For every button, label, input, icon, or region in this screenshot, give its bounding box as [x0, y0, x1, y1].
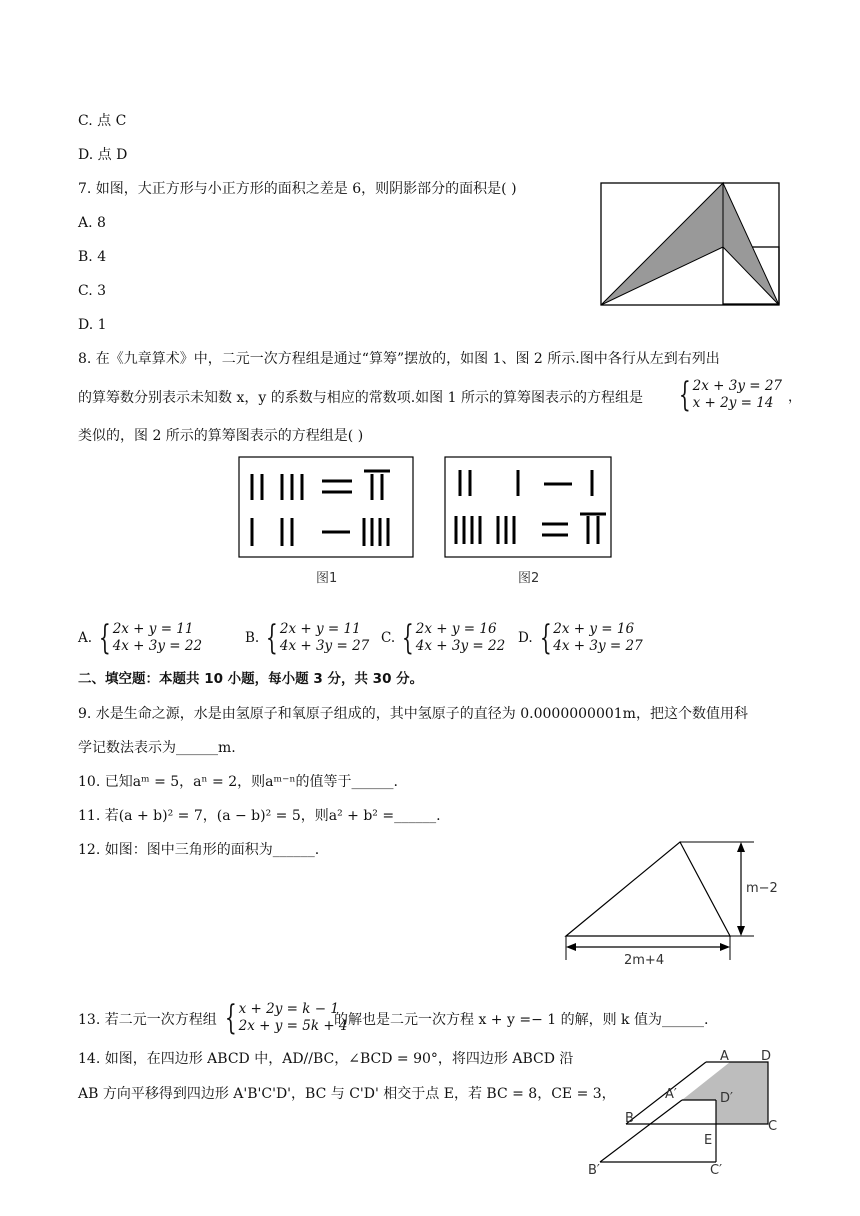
equation-row: 2x + y = 11 [112, 621, 194, 637]
section-2-heading: 二、填空题：本题共 10 小题，每小题 3 分，共 30 分。 [78, 671, 424, 687]
equation-row: 2x + y = 5k + 4 [238, 1018, 348, 1034]
label-b-prime: B′ [588, 1163, 600, 1178]
equation-row: 4x + 3y = 27 [279, 638, 370, 654]
brace-icon: { [402, 618, 414, 658]
equation-row: 2x + 3y = 27 [692, 378, 783, 394]
q8-option-d [518, 618, 643, 658]
q14-translation-figure [580, 1044, 790, 1214]
option-d-prev: D. 点 D [78, 147, 128, 163]
height-label: m−2 [746, 881, 778, 896]
option-label: C. [381, 630, 396, 646]
q13-equation-system [220, 998, 348, 1038]
brace-icon: { [224, 998, 237, 1038]
label-d-prime: D′ [720, 1091, 733, 1106]
question-13-suffix: 的解也是二元一次方程 x + y =− 1 的解，则 k 值为______. [334, 1012, 709, 1028]
equation-row: 4x + 3y = 27 [553, 638, 643, 654]
option-c-prev: C. 点 C [78, 113, 127, 129]
question-11: 11. 若(a + b)² = 7，(a − b)² = 5，则a² + b² =______. [78, 808, 441, 824]
q8-option-c [381, 618, 506, 658]
question-8-line2: 的算筹数分别表示未知数 x，y 的系数与相应的常数项.如图 1 所示的算筹图表示的方程组是 [78, 390, 643, 406]
question-14-line1: 14. 如图，在四边形 ABCD 中，AD//BC，∠BCD = 90°，将四边形 ABCD 沿 [78, 1051, 574, 1067]
question-12: 12. 如图：图中三角形的面积为______. [78, 842, 320, 858]
label-e: E [704, 1133, 713, 1148]
question-9-line2: 学记数法表示为______m. [78, 740, 236, 756]
label-c-prime: C′ [710, 1163, 723, 1178]
figure-1-caption: 图1 [316, 571, 338, 586]
question-8-line1: 8. 在《九章算术》中，二元一次方程组是通过“算筹”摆放的，如图 1、图 2 所示.图中各行从左到右列出 [78, 351, 720, 367]
counting-rods-figure-1 [238, 456, 418, 592]
equation-row: 4x + 3y = 22 [112, 638, 203, 654]
label-a: A [720, 1049, 729, 1064]
option-label: A. [78, 630, 93, 646]
equation-row: 4x + 3y = 22 [415, 638, 506, 654]
q7-option-a: A. 8 [78, 215, 106, 231]
equation-row: 2x + y = 11 [279, 621, 361, 637]
label-b: B [625, 1111, 634, 1126]
question-14-line2: AB 方向平移得到四边形 A'B'C'D'，BC 与 C'D' 相交于点 E，若 BC = 8，CE = 3， [78, 1086, 616, 1102]
brace-icon: { [678, 375, 691, 415]
question-8-line3: 类似的，图 2 所示的算筹图表示的方程组是( ) [78, 428, 364, 444]
brace-icon: { [539, 618, 552, 658]
option-label: B. [245, 630, 260, 646]
q7-option-c: C. 3 [78, 283, 107, 299]
q12-triangle-figure [560, 838, 790, 968]
question-10: 10. 已知aᵐ = 5，aⁿ = 2，则aᵐ⁻ⁿ的值等于______. [78, 774, 398, 790]
brace-icon: { [98, 618, 111, 658]
fig1-equation-system [674, 375, 802, 415]
equation-row: 2x + y = 16 [415, 621, 497, 637]
q7-squares-figure [600, 182, 782, 308]
question-13-prefix: 13. 若二元一次方程组 [78, 1012, 217, 1028]
label-a-prime: A′ [665, 1087, 677, 1102]
comma: ， [788, 389, 802, 405]
q7-option-d: D. 1 [78, 317, 107, 333]
figure-2-caption: 图2 [518, 571, 540, 586]
brace-icon: { [266, 618, 278, 658]
question-7: 7. 如图，大正方形与小正方形的面积之差是 6，则阴影部分的面积是( ) [78, 181, 517, 197]
question-9-line1: 9. 水是生命之源，水是由氢原子和氧原子组成的，其中氢原子的直径为 0.0000000001m，把这个数值用科 [78, 706, 748, 722]
q8-option-a [78, 618, 203, 658]
equation-row: x + 2y = k − 1 [238, 1001, 339, 1017]
q7-option-b: B. 4 [78, 249, 107, 265]
counting-rods-figure-2 [444, 456, 624, 592]
label-d: D [761, 1049, 772, 1064]
q8-option-b [245, 618, 370, 658]
equation-row: x + 2y = 14 [692, 395, 774, 411]
base-label: 2m+4 [624, 953, 665, 968]
option-label: D. [518, 630, 533, 646]
equation-row: 2x + y = 16 [553, 621, 635, 637]
label-c: C [768, 1119, 778, 1134]
